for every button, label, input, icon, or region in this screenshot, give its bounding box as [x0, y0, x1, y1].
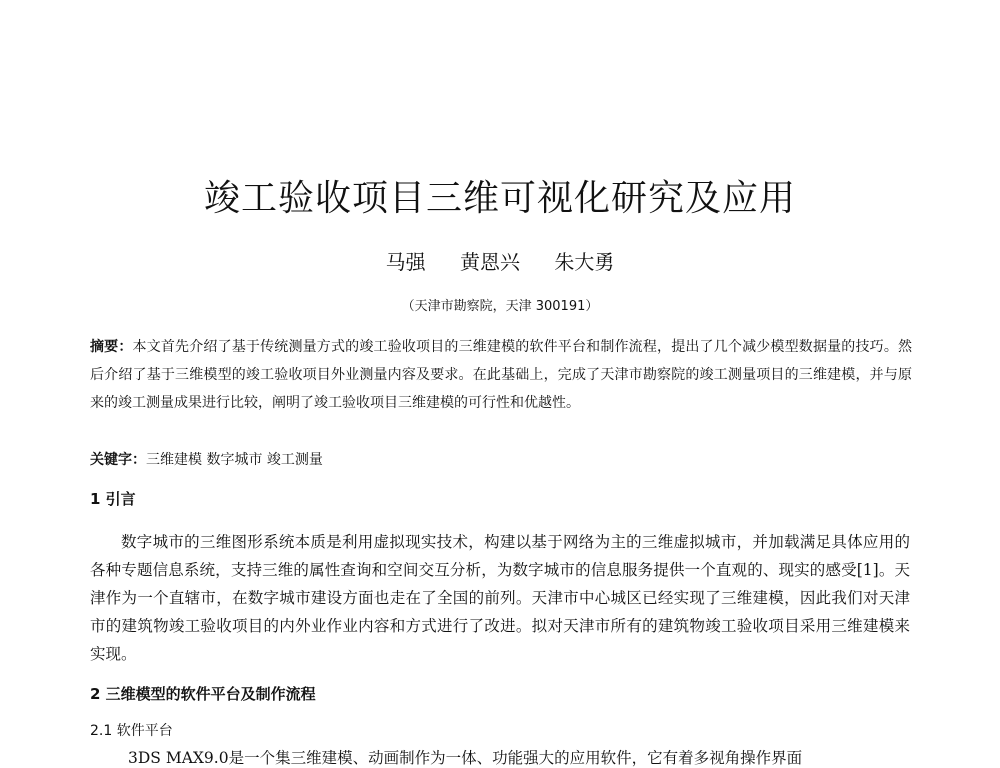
section-heading-introduction: 1 引言 — [90, 490, 136, 508]
author-affiliation: （天津市勘察院，天津 300191） — [401, 299, 599, 314]
keywords-text: 三维建模 数字城市 竣工测量 — [146, 452, 323, 468]
keywords-label: 关键字： — [90, 452, 146, 468]
abstract-text: 本文首先介绍了基于传统测量方式的竣工验收项目的三维建模的软件平台和制作流程，提出了几个减少模型数据量的技巧。然后介绍了基于三维模型的竣工验收项目外业测量内容及要求。在此基础上，完成了天津市勘察院的竣工测量项目的三维建模，并与原来的竣工测量成果进行比较，阐明了竣工验收项目三维建模的可行性和优越性。 — [90, 339, 913, 411]
truncated-body-line: 3DS MAX9.0是一个集三维建模、动画制作为一体、功能强大的应用软件，它有着多视角操作界面 — [128, 749, 803, 767]
paper-title: 竣工验收项目三维可视化研究及应用 — [203, 178, 796, 219]
abstract-label: 摘要： — [90, 339, 133, 355]
section-body-introduction: 数字城市的三维图形系统本质是利用虚拟现实技术，构建以基于网络为主的三维虚拟城市，并加载满足具体应用的各种专题信息系统，支持三维的属性查询和空间交互分析，为数字城市的信息服务提供一个直观的、现实的感受[1]。天津作为一个直辖市，在数字城市建设方面也走在了全国的前列。天津市中心城区已经实现了三维建模，因此我们对天津市的建筑物竣工验收项目的内外业作业内容和方式进行了改进。拟对天津市所有的建筑物竣工验收项目采用三维建模来实现。 — [90, 533, 910, 663]
section-heading-software-platform: 2 三维模型的软件平台及制作流程 — [90, 685, 316, 703]
author-name: 朱大勇 — [554, 250, 615, 274]
author-list — [0, 246, 1000, 275]
subsection-heading: 2.1 软件平台 — [90, 723, 173, 739]
author-name: 黄恩兴 — [460, 250, 520, 274]
author-name: 马强 — [385, 250, 426, 274]
abstract — [90, 333, 912, 417]
keywords — [90, 446, 912, 474]
